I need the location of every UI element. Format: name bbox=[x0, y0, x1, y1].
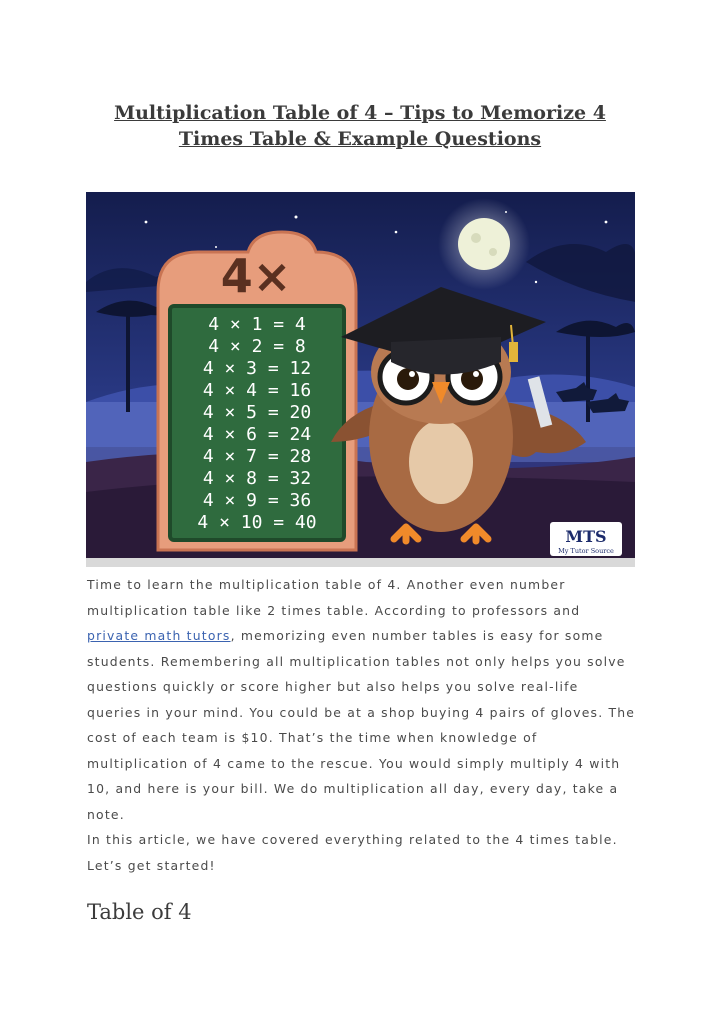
moon bbox=[458, 218, 510, 270]
times-table-board bbox=[158, 232, 356, 550]
section-heading-table-of-4: Table of 4 bbox=[87, 900, 192, 924]
table-rows bbox=[197, 314, 316, 533]
page-title: Multiplication Table of 4 – Tips to Memorize 4 Times Table & Example Questions bbox=[114, 102, 606, 150]
table-row: 4 × 4 = 16 bbox=[202, 380, 312, 401]
intro-text-start: Time to learn the multiplication table of 4. Another even number multiplication table like 2 times table. According to professors and bbox=[87, 577, 581, 618]
private-math-tutors-link[interactable]: private math tutors bbox=[87, 628, 231, 643]
article-scope-paragraph: In this article, we have covered everything related to the 4 times table. Let’s get started! bbox=[87, 832, 618, 873]
table-row: 4 × 6 = 24 bbox=[202, 424, 312, 445]
table-row: 4 × 5 = 20 bbox=[202, 402, 312, 423]
table-row: 4 × 9 = 36 bbox=[202, 490, 312, 511]
intro-text-end: , memorizing even number tables is easy for some students. Remembering all multiplication tables not only helps you solve questions quickly or score higher but also helps you solve real-life queries in your mind. You could be at a shop buying 4 pairs of gloves. The cost of each team is $10. That’s the time when knowledge of multiplication of 4 came to the rescue. You would simply multiply 4 with 10, and here is your bill. We do multiplication all day, every day, take a note. bbox=[87, 628, 636, 822]
hero-image bbox=[86, 192, 635, 567]
board-header: 4× bbox=[220, 249, 292, 303]
svg-text:My Tutor Source: My Tutor Source bbox=[558, 547, 614, 555]
table-row: 4 × 8 = 32 bbox=[202, 468, 312, 489]
table-row: 4 × 3 = 12 bbox=[202, 358, 312, 379]
table-row: 4 × 10 = 40 bbox=[197, 512, 317, 533]
intro-paragraph bbox=[87, 572, 637, 827]
hero-illustration bbox=[86, 192, 635, 558]
table-row: 4 × 2 = 8 bbox=[208, 336, 306, 357]
svg-text:MTS: MTS bbox=[565, 527, 607, 546]
table-row: 4 × 7 = 28 bbox=[202, 446, 312, 467]
table-row: 4 × 1 = 4 bbox=[208, 314, 306, 335]
mts-logo bbox=[550, 522, 622, 556]
